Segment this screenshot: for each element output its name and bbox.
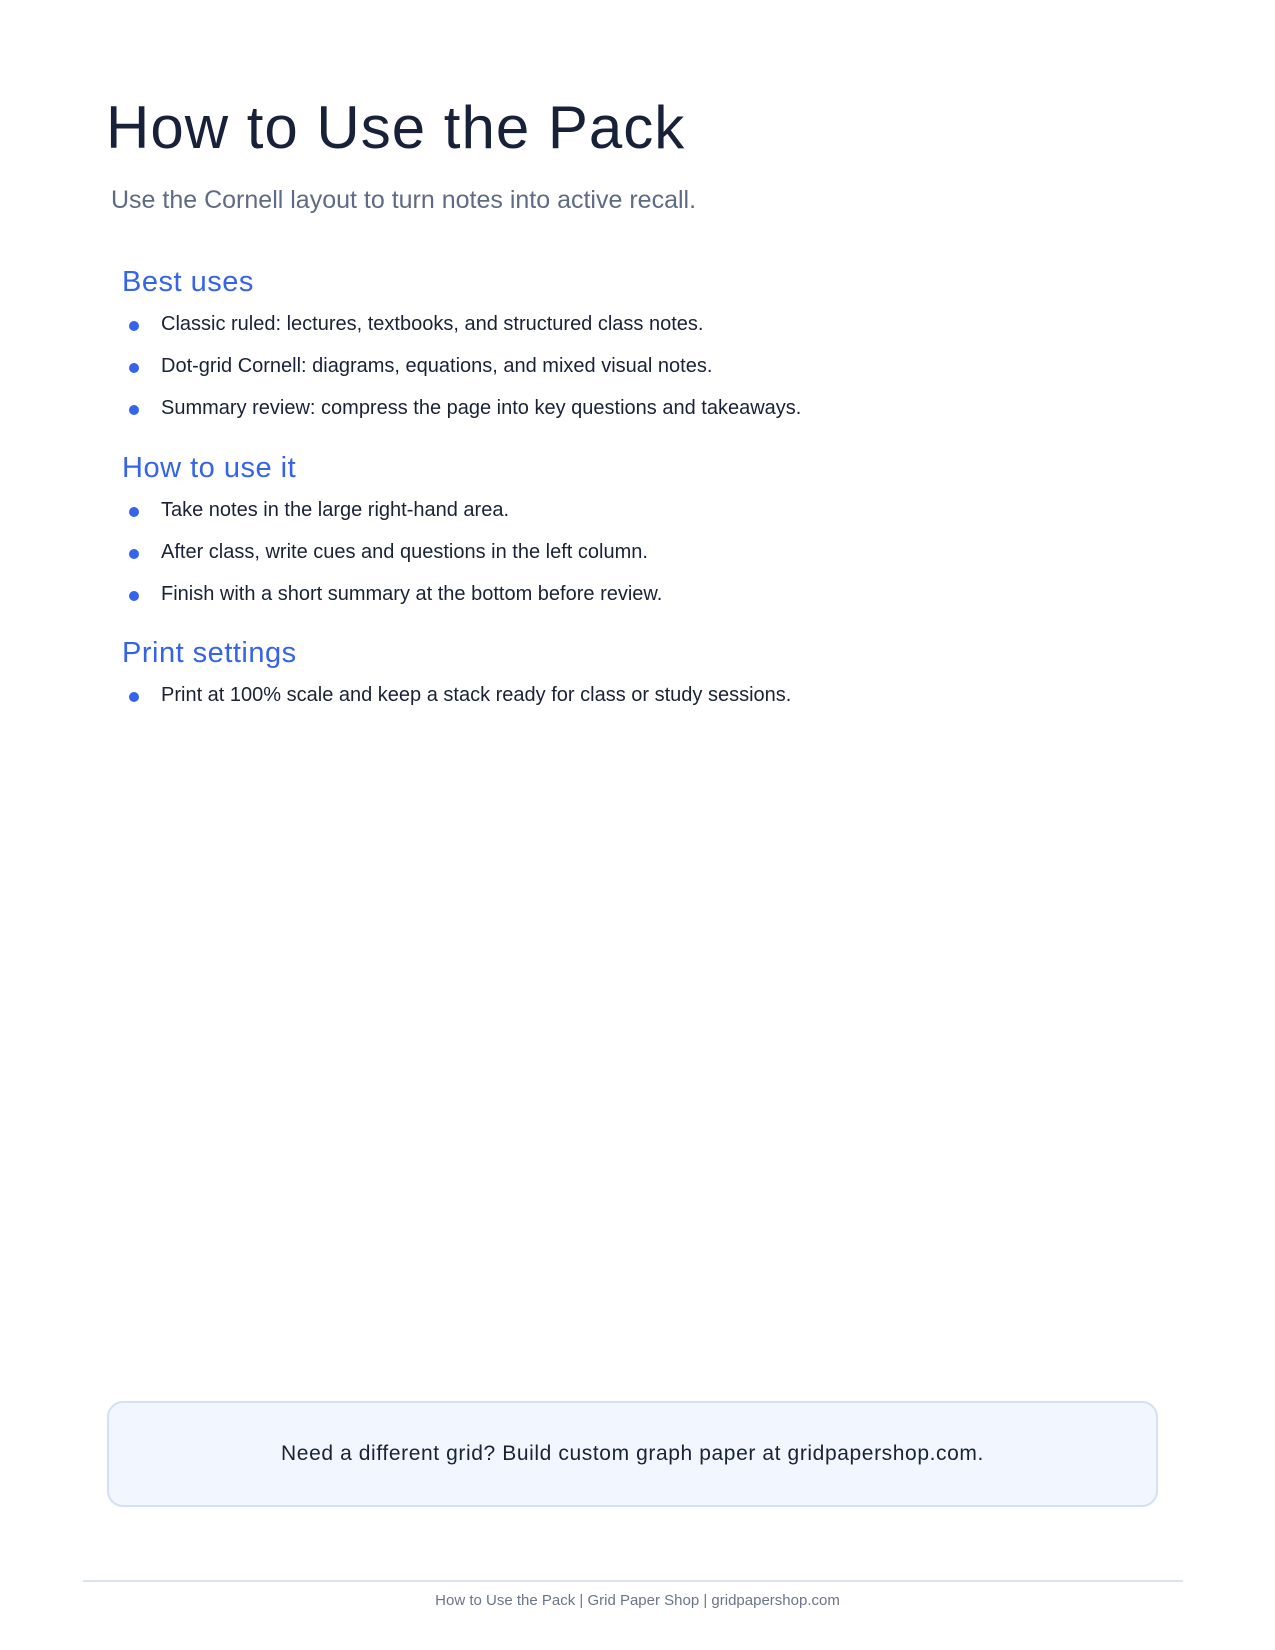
custom-grid-callout [107,1401,1158,1507]
page-title: How to Use the Pack [106,94,686,161]
bullet-dot-icon [129,591,139,601]
bullet-dot-icon [129,507,139,517]
page-footer: How to Use the Pack | Grid Paper Shop | gridpapershop.com [435,1592,840,1609]
section-best-uses [122,265,1122,438]
list-item [122,312,1122,354]
section-heading: How to use it [122,452,297,484]
section-how-to-use [122,451,1122,624]
list-item-text: Summary review: compress the page into key questions and takeaways. [161,396,802,419]
bullet-dot-icon [129,549,139,559]
section-print-settings [122,636,1122,725]
list-item-text: Dot-grid Cornell: diagrams, equations, and mixed visual notes. [161,354,713,377]
list-item [122,683,1122,725]
page-subtitle: Use the Cornell layout to turn notes into active recall. [111,186,697,214]
bullet-list [122,312,1122,438]
footer-divider [83,1580,1183,1582]
list-item-text: Finish with a short summary at the bottom before review. [161,582,663,605]
list-item [122,540,1122,582]
list-item-text: Classic ruled: lectures, textbooks, and structured class notes. [161,312,704,335]
list-item [122,498,1122,540]
callout-text: Need a different grid? Build custom graph paper at gridpapershop.com. [281,1442,984,1465]
list-item-text: After class, write cues and questions in the left column. [161,540,648,563]
bullet-list [122,498,1122,624]
bullet-list [122,683,1122,725]
bullet-dot-icon [129,321,139,331]
list-item [122,396,1122,438]
bullet-dot-icon [129,363,139,373]
list-item [122,354,1122,396]
list-item [122,582,1122,624]
bullet-dot-icon [129,405,139,415]
bullet-dot-icon [129,692,139,702]
section-heading: Print settings [122,637,297,669]
list-item-text: Take notes in the large right-hand area. [161,498,509,521]
list-item-text: Print at 100% scale and keep a stack ready for class or study sessions. [161,683,792,706]
section-heading: Best uses [122,266,254,298]
